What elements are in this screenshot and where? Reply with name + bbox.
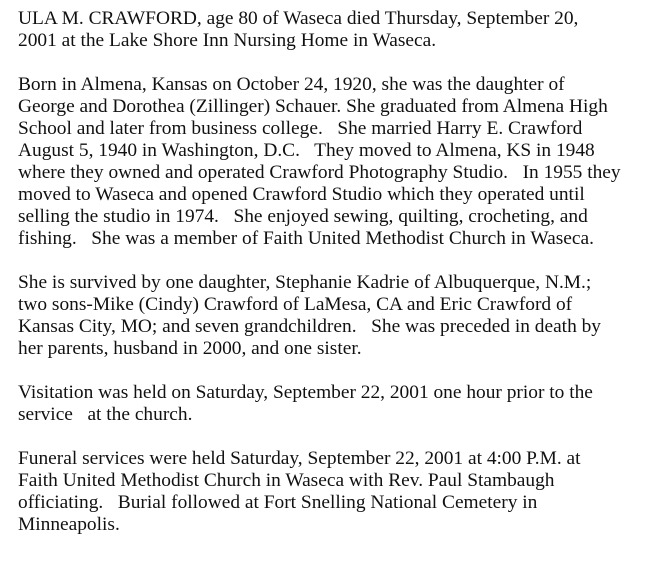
text-line: August 5, 1940 in Washington, D.C. They moved to Almena, KS in 1948 [18, 140, 595, 161]
text-line: fishing. She was a member of Faith United Methodist Church in Waseca. [18, 228, 594, 249]
text-line: moved to Waseca and opened Crawford Studio which they operated until [18, 184, 585, 205]
text-line: She is survived by one daughter, Stephanie Kadrie of Albuquerque, N.M.; [18, 272, 592, 293]
paragraph-survivors [18, 272, 640, 360]
text-line: Minneapolis. [18, 514, 120, 535]
text-line: Born in Almena, Kansas on October 24, 1920, she was the daughter of [18, 74, 565, 95]
text-line: Funeral services were held Saturday, September 22, 2001 at 4:00 P.M. at [18, 448, 581, 469]
text-line: Faith United Methodist Church in Waseca with Rev. Paul Stambaugh [18, 470, 555, 491]
obituary-document [18, 8, 640, 558]
text-line: Visitation was held on Saturday, September 22, 2001 one hour prior to the [18, 382, 593, 403]
text-line: officiating. Burial followed at Fort Snelling National Cemetery in [18, 492, 538, 513]
text-line: ULA M. CRAWFORD, age 80 of Waseca died Thursday, September 20, [18, 8, 579, 29]
text-line: 2001 at the Lake Shore Inn Nursing Home in Waseca. [18, 30, 437, 51]
text-line: where they owned and operated Crawford Photography Studio. In 1955 they [18, 162, 621, 183]
text-line: Kansas City, MO; and seven grandchildren. She was preceded in death by [18, 316, 601, 337]
text-line: her parents, husband in 2000, and one sister. [18, 338, 362, 359]
text-line: selling the studio in 1974. She enjoyed sewing, quilting, crocheting, and [18, 206, 588, 227]
text-line: service at the church. [18, 404, 193, 425]
paragraph-biography [18, 74, 640, 250]
text-line: George and Dorothea (Zillinger) Schauer. She graduated from Almena High [18, 96, 608, 117]
paragraph-visitation [18, 382, 640, 426]
paragraph-funeral [18, 448, 640, 536]
paragraph-death-notice [18, 8, 640, 52]
text-line: two sons-Mike (Cindy) Crawford of LaMesa, CA and Eric Crawford of [18, 294, 573, 315]
text-line: School and later from business college. She married Harry E. Crawford [18, 118, 583, 139]
